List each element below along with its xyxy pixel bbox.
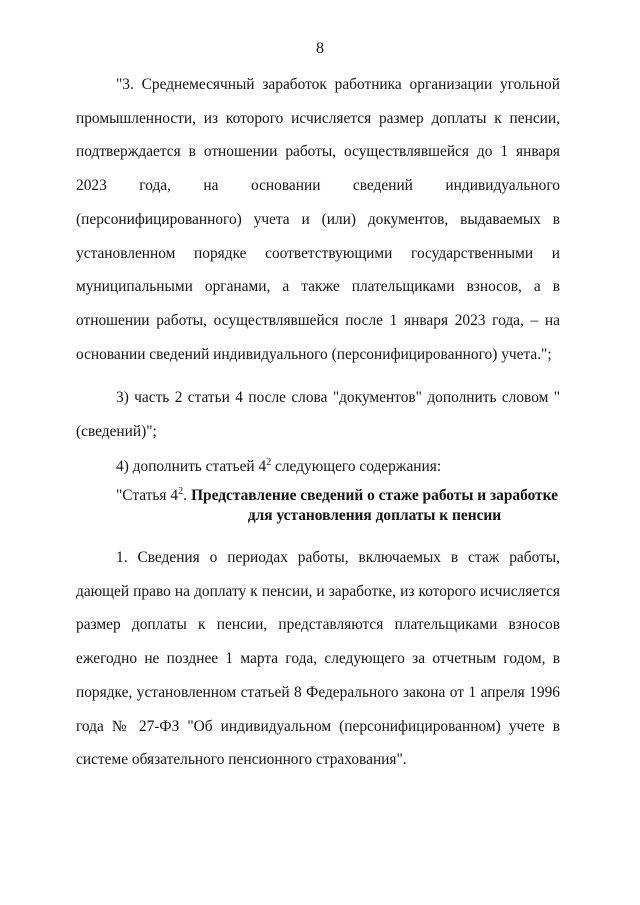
paragraph-text-before: 4) дополнить статьей 4 [116, 458, 267, 475]
paragraph-amendment-new-article [76, 450, 560, 484]
article-label-period: . [183, 487, 187, 504]
paragraph-text-after: следующего содержания: [271, 458, 442, 475]
page-number: 8 [316, 40, 324, 57]
article-label [116, 486, 187, 506]
article-superscript: 2 [266, 457, 272, 468]
paragraph-article-point-1: 1. Сведения о периодах работы, включаемых в стаж работы, дающей право на доплату к пенсии, и заработке, из которого исчисляется размер доплаты к пенсии, представляются плательщиками взносов ежегодно не позднее 1 марта года, следующего за отчетным годом, в порядке, установленном статьей 8 Федерального закона от 1 апреля 1996 года № 27-ФЗ "Об индивидуальном (персонифицированном) учете в системе обязательного пенсионного страхования". [76, 549, 560, 769]
paragraph-amendment-part-2: 3) часть 2 статьи 4 после слова "документов" дополнить словом "(сведений)"; [76, 389, 560, 440]
article-title: Представление сведений о стаже работы и заработке для установления доплаты к пенсии [191, 487, 558, 524]
article-label-text: "Статья 4 [116, 487, 179, 504]
article-label-superscript: 2 [178, 486, 184, 497]
paragraph-average-earnings: "3. Среднемесячный заработок работника организации угольной промышленности, из которого исчисляется размер доплаты к пенсии, подтверждается в отношении работы, осуществлявшейся до 1 января 2023 года, на основании сведений индивидуального (персонифицированного) учета и (или) документов, выдаваемых в установленном порядке соответствующими государственными и муниципальными органами, а также плательщиками взносов, а в отношении работы, осуществлявшейся после 1 января 2023 года, – на основании сведений индивидуального (персонифицированного) учета."; [76, 76, 560, 363]
